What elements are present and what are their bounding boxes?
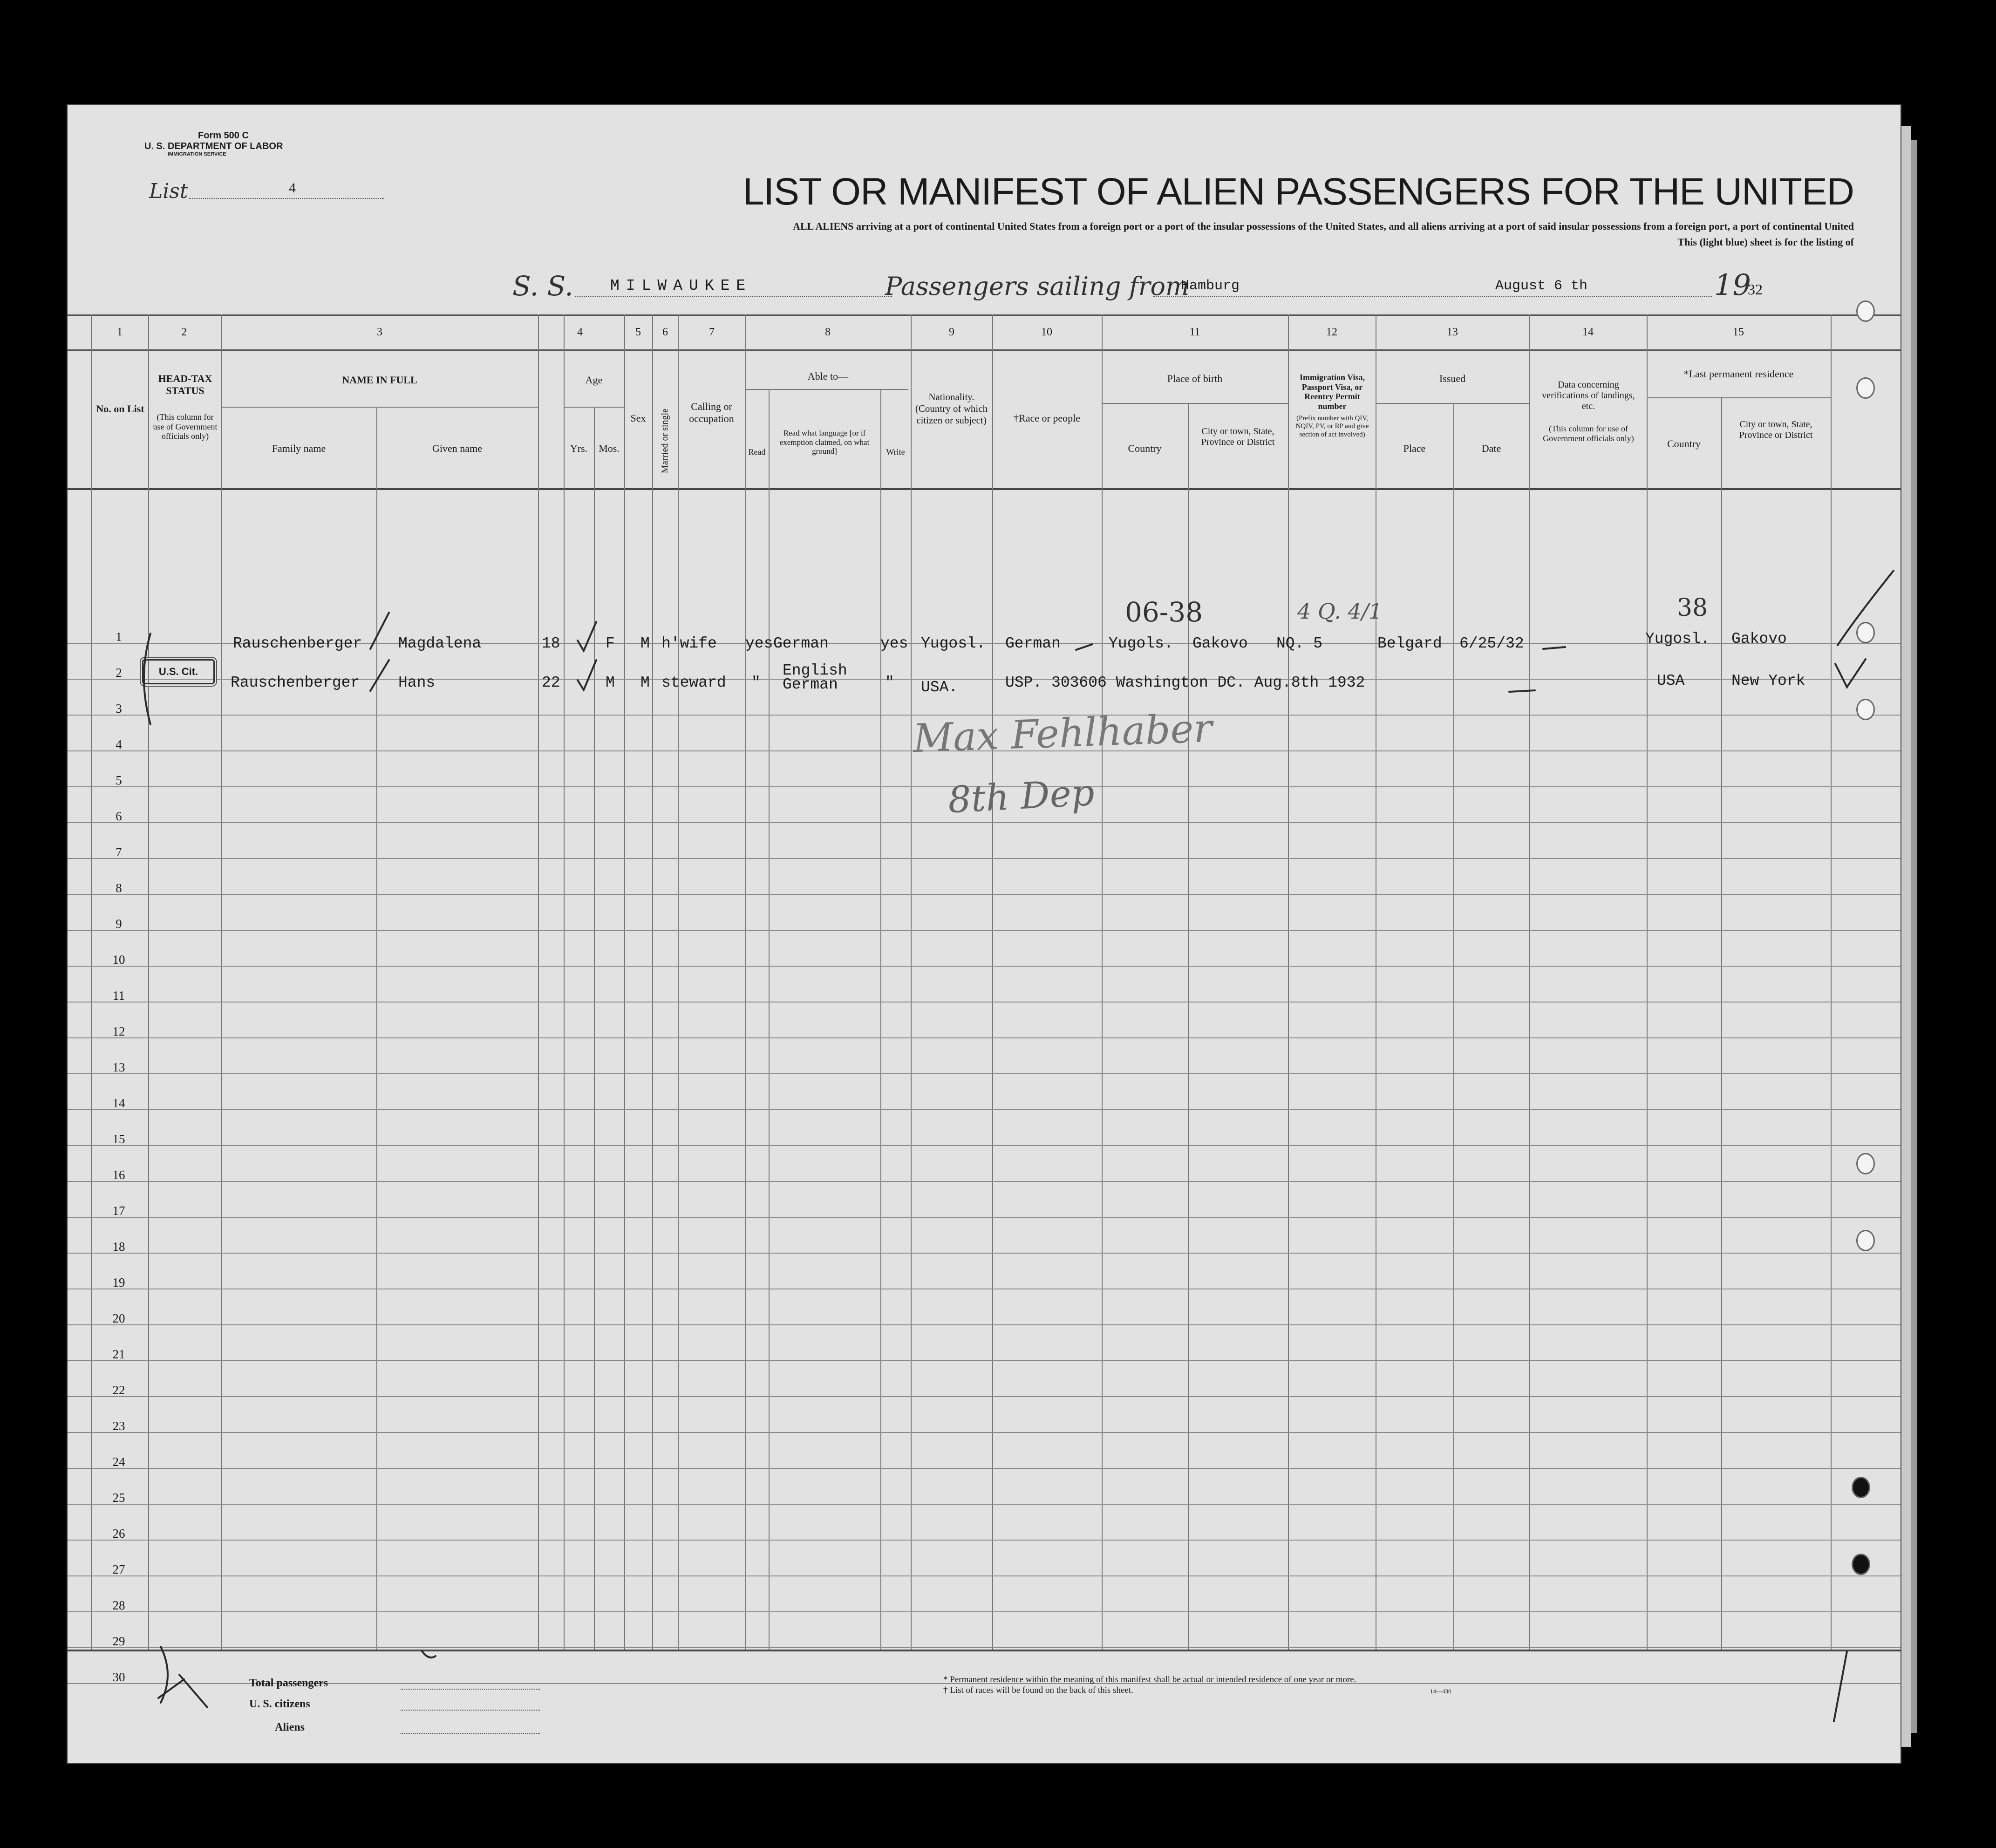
row1-issued-date: 6/25/32	[1459, 635, 1524, 652]
header-res-city: City or town, State, Province or District	[1739, 419, 1813, 440]
column-number: 12	[1326, 326, 1337, 338]
row2-family: Rauschenberger	[231, 674, 360, 691]
total-mark	[422, 1650, 436, 1657]
row2-write: "	[885, 674, 894, 691]
row-number: 17	[112, 1204, 125, 1218]
row-number: 24	[112, 1455, 125, 1469]
row1-yrs: 18	[542, 635, 560, 652]
binder-hole	[1856, 699, 1875, 720]
aliens-label: Aliens	[275, 1721, 305, 1733]
subtitle-line-2: This (light blue) sheet is for the listing of	[1677, 236, 1854, 248]
column-number: 1	[117, 326, 123, 338]
page-edge	[1901, 126, 1911, 1747]
column-number: 14	[1582, 326, 1594, 338]
row1-birth-country: Yugols.	[1109, 635, 1173, 652]
header-nationality: Nationality. (Country of which citizen or subject)	[915, 391, 988, 426]
row-number: 30	[112, 1670, 125, 1684]
column-number: 8	[825, 326, 831, 338]
year-prefix: 19	[1714, 268, 1751, 302]
row-number: 12	[112, 1024, 125, 1038]
aliens-line	[401, 1733, 540, 1734]
header-sex: Sex	[630, 412, 646, 424]
column-number: 6	[662, 326, 668, 338]
binder-hole	[1856, 622, 1875, 643]
big-x-mark	[1835, 659, 1866, 687]
binder-hole	[1856, 300, 1875, 322]
row-number: 25	[112, 1491, 125, 1505]
list-label: List	[149, 179, 188, 203]
column-number: 5	[635, 326, 641, 338]
row-number: 21	[112, 1347, 125, 1361]
year-suffix: 32	[1748, 281, 1763, 298]
header-last-residence: *Last permanent residence	[1683, 368, 1794, 380]
ship-name: MILWAUKEE	[610, 277, 752, 294]
row-number: 11	[113, 989, 125, 1002]
header-race: †Race or people	[1014, 412, 1080, 424]
ss-label: S. S.	[512, 270, 573, 302]
header-able-to: Able to—	[807, 370, 849, 382]
list-number: 4	[289, 180, 296, 196]
header-landing: Data concerning verifications of landings, etc.	[1542, 380, 1635, 411]
us-citizens-line	[401, 1710, 540, 1711]
us-citizens-label: U. S. citizens	[249, 1698, 310, 1710]
bottom-right-mark	[1834, 1651, 1847, 1721]
row-number: 20	[112, 1311, 125, 1325]
row1-birth-city: Gakovo	[1192, 635, 1248, 652]
header-no-on-list: No. on List	[96, 403, 144, 415]
check-mark	[578, 622, 596, 651]
row1-write: yes	[880, 635, 908, 652]
footnote-residence: * Permanent residence within the meaning of this manifest shall be actual or intended residence of one year or more.	[943, 1675, 1356, 1684]
row-number: 13	[112, 1060, 125, 1074]
header-visa-note: (Prefix number with QIV, NQIV, PV, or RP and give section of act involved)	[1295, 415, 1369, 438]
row-number: 2	[116, 666, 122, 680]
annotation-06-38: 06-38	[1125, 596, 1203, 628]
header-name-in-full: NAME IN FULL	[342, 374, 417, 386]
row-number: 23	[112, 1419, 125, 1433]
row2-given: Hans	[398, 674, 436, 691]
header-head-tax-note: (This column for use of Government officials only)	[153, 412, 218, 441]
row2-yrs: 22	[542, 674, 560, 691]
header-issued: Issued	[1439, 373, 1466, 384]
column-number: 4	[577, 326, 583, 338]
row2-sex: M	[606, 674, 615, 691]
row-number: 10	[112, 953, 125, 967]
row1-read: yes	[745, 635, 773, 652]
row2-res-country: USA	[1657, 672, 1685, 689]
row-number: 6	[116, 809, 122, 823]
header-read: Read	[748, 447, 766, 457]
row1-sex: F	[606, 635, 615, 652]
row-number: 27	[112, 1562, 125, 1576]
column-number: 9	[949, 326, 954, 338]
page-edge-shadow	[1911, 140, 1917, 1733]
row1-language: German	[773, 635, 829, 652]
subtitle-line-1: ALL ALIENS arriving at a port of continental United States from a foreign port or a port of the insular possessions of the United States, and all aliens arriving at a port of said insular possessions from a foreign port, a port of continental United	[793, 220, 1854, 232]
row-number: 5	[116, 773, 122, 787]
dash-mark	[1076, 644, 1092, 650]
row-number: 19	[112, 1275, 125, 1289]
row-number: 18	[112, 1240, 125, 1254]
department-label: U. S. DEPARTMENT OF LABOR	[144, 141, 283, 151]
binder-hole	[1856, 377, 1875, 399]
header-issued-date: Date	[1481, 443, 1501, 454]
column-number: 10	[1041, 326, 1052, 338]
row1-res-country: Yugosl.	[1645, 630, 1710, 648]
header-res-country: Country	[1667, 438, 1701, 450]
row1-nationality: Yugosl.	[921, 635, 986, 652]
port-name: Hamburg	[1181, 278, 1240, 294]
binder-hole	[1856, 1230, 1875, 1251]
service-label: IMMIGRATION SERVICE	[168, 151, 226, 157]
row1-race: German	[1005, 635, 1061, 652]
row1-calling: h'wife	[661, 635, 717, 652]
header-birth-country: Country	[1128, 443, 1162, 454]
header-married: Married or single	[660, 409, 670, 473]
header-age: Age	[585, 374, 603, 386]
row-number: 4	[116, 737, 122, 751]
row2-calling: steward	[661, 674, 726, 691]
header-write: Write	[886, 447, 905, 457]
footnote-races: † List of races will be found on the back of this sheet.	[943, 1685, 1133, 1695]
row2-visa: USP. 303606 Washington DC. Aug.8th 1932	[1005, 674, 1365, 691]
row-number: 26	[112, 1527, 125, 1541]
row2-headtax: U.S. Cit.	[158, 666, 198, 677]
row-number: 3	[116, 702, 122, 716]
header-issued-place: Place	[1403, 443, 1426, 454]
header-landing-note: (This column for use of Government officials only)	[1543, 424, 1634, 443]
column-number: 13	[1447, 326, 1458, 338]
check-mark	[578, 660, 596, 690]
tick-mark	[370, 660, 389, 691]
row2-nationality: USA.	[921, 679, 958, 696]
row1-family: Rauschenberger	[233, 635, 362, 652]
column-number: 2	[181, 326, 187, 338]
underline-mark	[1509, 690, 1535, 692]
binder-hole	[1852, 1554, 1870, 1575]
tick-mark	[370, 613, 389, 649]
footnote-code: 14—430	[1430, 1688, 1451, 1695]
total-passengers-label: Total passengers	[249, 1677, 328, 1689]
header-yrs: Yrs.	[570, 443, 588, 454]
row-number: 8	[116, 881, 122, 895]
row2-read: "	[751, 674, 761, 691]
row-number: 16	[112, 1168, 125, 1182]
column-number: 11	[1189, 326, 1200, 338]
sailing-date: August 6 th	[1495, 278, 1588, 294]
row1-visa: NQ. 5	[1276, 635, 1323, 652]
row1-married: M	[640, 635, 650, 652]
row1-issued-place: Belgard	[1377, 635, 1442, 652]
manifest-sheet	[68, 105, 1901, 1763]
handwriting-marks	[68, 105, 1901, 1763]
row-number: 15	[112, 1132, 125, 1146]
header-family-name: Family name	[272, 443, 326, 454]
header-head-tax: HEAD-TAX STATUS	[158, 373, 212, 396]
header-calling: Calling or occupation	[689, 401, 734, 424]
bracket-mark	[144, 634, 150, 724]
row2-married: M	[640, 674, 650, 691]
column-number: 15	[1733, 326, 1744, 338]
row-number: 29	[112, 1634, 125, 1648]
header-place-of-birth: Place of birth	[1167, 373, 1223, 384]
sailing-label: Passengers sailing from	[885, 272, 1190, 301]
binder-hole	[1852, 1477, 1870, 1498]
row-number: 9	[116, 917, 122, 931]
form-number: Form 500 C	[198, 130, 249, 141]
row-number: 14	[112, 1096, 125, 1110]
row1-res-city: Gakovo	[1731, 630, 1787, 648]
header-birth-city: City or town, State, Province or District	[1201, 426, 1275, 447]
bottom-left-mark	[158, 1647, 207, 1707]
row1-given: Magdalena	[398, 635, 482, 652]
annotation-4q: 4 Q. 4/1	[1297, 599, 1383, 624]
header-visa: Immigration Visa, Passport Visa, or Reentry Permit number	[1299, 373, 1365, 411]
column-number: 3	[377, 326, 382, 338]
signature-date: 8th Dep	[947, 771, 1096, 822]
total-passengers-line	[401, 1689, 540, 1690]
row2-res-city: New York	[1731, 672, 1805, 689]
underline-mark	[1543, 647, 1565, 649]
header-mos: Mos.	[599, 443, 620, 454]
column-number: 7	[709, 326, 715, 338]
row-number: 22	[112, 1383, 125, 1397]
annotation-38: 38	[1677, 594, 1708, 622]
header-read-language: Read what language [or if exemption claimed, on what ground]	[779, 429, 870, 456]
page-title: LIST OR MANIFEST OF ALIEN PASSENGERS FOR THE UNITED	[743, 170, 1854, 213]
signature-examiner: Max Fehlhaber	[912, 705, 1213, 762]
row2-language: English German	[783, 662, 847, 693]
row-number: 1	[116, 630, 122, 644]
row-number: 28	[112, 1598, 125, 1612]
row-number: 7	[116, 845, 122, 859]
binder-hole	[1856, 1153, 1875, 1174]
header-given-name: Given name	[432, 443, 482, 454]
